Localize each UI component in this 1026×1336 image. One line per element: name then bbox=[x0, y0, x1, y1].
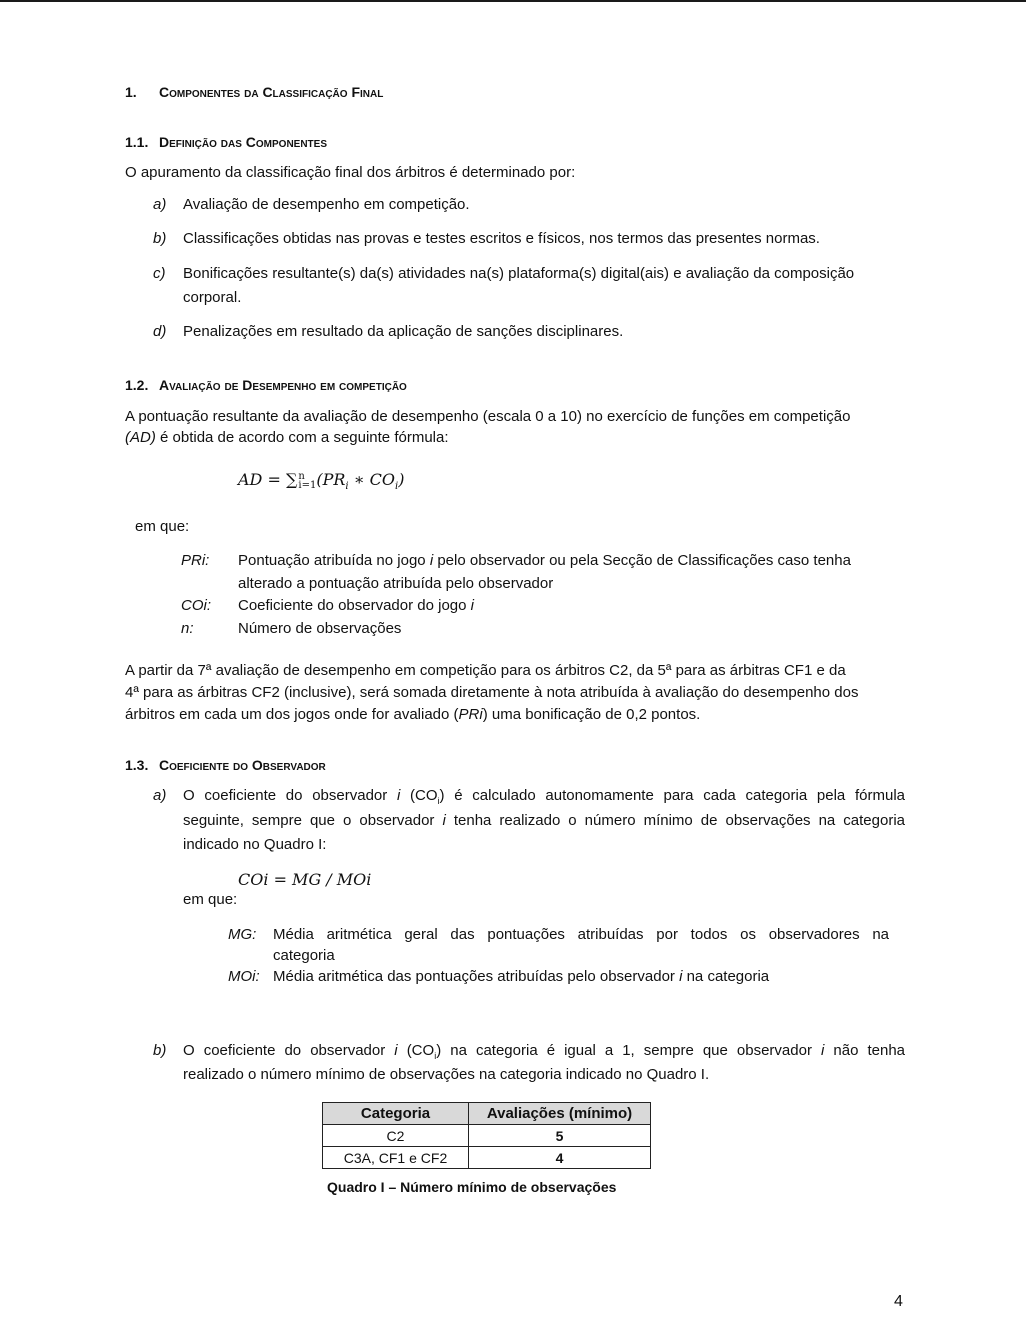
item-c-text-line2: corporal. bbox=[183, 289, 242, 306]
section-1-heading bbox=[125, 84, 383, 100]
item-1-3-a-label: a) bbox=[153, 787, 167, 804]
def-pri-line2: alterado a pontuação atribuída pelo observador bbox=[238, 575, 554, 592]
item-1-3-a-line2 bbox=[183, 812, 905, 829]
para-text: ) uma bonificação de 0,2 pontos. bbox=[482, 706, 701, 723]
def-mg-line2: categoria bbox=[273, 947, 335, 964]
table-cell-minimo: 5 bbox=[469, 1125, 651, 1147]
item-a-text: Avaliação de desempenho em competição. bbox=[183, 196, 470, 213]
quadro-i-table bbox=[322, 1102, 651, 1169]
table-header-minimo: Avaliações (mínimo) bbox=[469, 1103, 651, 1125]
section-1-1-heading bbox=[125, 134, 327, 150]
def-text: pelo observador ou pela Secção de Classificações caso tenha bbox=[437, 552, 851, 569]
page-number: 4 bbox=[894, 1293, 903, 1310]
def-italic-i: i bbox=[429, 552, 434, 569]
para-text: O coeficiente do observador bbox=[183, 1042, 386, 1059]
table-row bbox=[323, 1147, 651, 1169]
item-b-text: Classificações obtidas nas provas e testes escritos e físicos, nos termos das presentes normas. bbox=[183, 230, 820, 247]
def-n-term: n: bbox=[181, 620, 194, 637]
section-title: Avaliação de Desempenho em competição bbox=[159, 377, 407, 393]
def-pri-term: PRi: bbox=[181, 552, 210, 569]
para-text: não tenha bbox=[833, 1042, 905, 1059]
def-n-text: Número de observações bbox=[238, 620, 402, 637]
co-index: i bbox=[437, 796, 440, 806]
section-number: 1.2. bbox=[125, 377, 149, 393]
em-que-label: em que: bbox=[135, 518, 190, 535]
table-cell-categoria: C2 bbox=[323, 1125, 469, 1147]
formula-ad bbox=[238, 470, 404, 492]
section-1-2-para2-line2: 4ª para as árbitras CF2 (inclusive), será somada diretamente à nota atribuída à avaliação do desempenho dos bbox=[125, 684, 859, 701]
section-1-2-para1-line1: A pontuação resultante da avaliação de desempenho (escala 0 a 10) no exercício de funções em competição bbox=[125, 408, 851, 425]
item-1-3-a-line3: indicado no Quadro I: bbox=[183, 836, 327, 853]
section-title: Coeficiente do Observador bbox=[159, 757, 326, 773]
pri-abbrev: PRi bbox=[458, 706, 483, 723]
def-italic-i: i bbox=[470, 597, 475, 614]
section-1-2-para1-line2 bbox=[125, 429, 449, 446]
table-caption: Quadro I – Número mínimo de observações bbox=[327, 1179, 617, 1195]
table-row bbox=[323, 1125, 651, 1147]
em-que-label-2: em que: bbox=[183, 891, 238, 908]
formula-pr-index: i bbox=[345, 481, 349, 493]
item-d-label: d) bbox=[153, 323, 167, 340]
section-number: 1.1. bbox=[125, 134, 149, 150]
item-b-label: b) bbox=[153, 230, 167, 247]
def-coi-term: COi: bbox=[181, 597, 211, 614]
formula-lhs: AD = ∑ bbox=[238, 470, 298, 489]
ad-abbrev: (AD) bbox=[125, 429, 156, 446]
formula-pr: (PR bbox=[316, 470, 346, 489]
formula-close: ) bbox=[398, 470, 405, 489]
para-text: ) é calculado autonomamente para cada categoria pela fórmula bbox=[439, 787, 905, 804]
def-text: Coeficiente do observador do jogo bbox=[238, 597, 467, 614]
para-text: árbitros em cada um dos jogos onde for avaliado ( bbox=[125, 706, 459, 723]
def-pri-line1 bbox=[238, 552, 851, 569]
def-text: Média aritmética das pontuações atribuídas pelo observador bbox=[273, 968, 675, 985]
italic-i: i bbox=[679, 968, 683, 985]
item-1-3-b-label: b) bbox=[153, 1042, 167, 1059]
table-header-categoria: Categoria bbox=[323, 1103, 469, 1125]
italic-i: i bbox=[442, 812, 446, 829]
section-1-2-para2-line1: A partir da 7ª avaliação de desempenho em competição para os árbitros C2, da 5ª para as árbitras CF1 e da bbox=[125, 662, 846, 679]
section-1-2-para2-line3 bbox=[125, 706, 700, 723]
def-text: na categoria bbox=[686, 968, 770, 985]
formula-coi: COi = MG / MOi bbox=[238, 870, 372, 889]
para-text: ) na categoria é igual a 1, sempre que observador bbox=[436, 1042, 812, 1059]
para-text: tenha realizado o número mínimo de observações na categoria bbox=[453, 812, 905, 829]
table-cell-minimo: 4 bbox=[469, 1147, 651, 1169]
para-text: O coeficiente do observador bbox=[183, 787, 388, 804]
section-number: 1. bbox=[125, 84, 137, 100]
def-mg-line1: Média aritmética geral das pontuações atribuídas por todos os observadores na bbox=[273, 926, 889, 943]
co-abbrev: (CO bbox=[410, 787, 438, 804]
def-coi-text bbox=[238, 597, 474, 614]
section-1-3-heading bbox=[125, 757, 326, 773]
formula-sup: n bbox=[298, 470, 305, 482]
item-1-3-b-line2: realizado o número mínimo de observações na categoria indicado no Quadro I. bbox=[183, 1066, 710, 1083]
formula-co-index: i bbox=[395, 481, 399, 493]
formula-sub: i=1 bbox=[298, 479, 317, 491]
co-abbrev: (CO bbox=[406, 1042, 435, 1059]
italic-i: i bbox=[396, 787, 401, 804]
def-mo-text bbox=[273, 968, 769, 985]
section-title: Definição das Componentes bbox=[159, 134, 328, 150]
item-1-3-b-line1 bbox=[183, 1042, 905, 1061]
section-number: 1.3. bbox=[125, 757, 149, 773]
italic-i: i bbox=[394, 1042, 398, 1059]
item-c-label: c) bbox=[153, 265, 166, 282]
section-title: Componentes da Classificação Final bbox=[159, 84, 384, 100]
item-1-3-a-line1 bbox=[183, 787, 905, 806]
para-text: é obtida de acordo com a seguinte fórmula: bbox=[155, 429, 449, 446]
item-c-text-line1: Bonificações resultante(s) da(s) atividades na(s) plataforma(s) digital(ais) e avaliação da composição bbox=[183, 265, 855, 282]
def-mo-term: MOi: bbox=[228, 968, 260, 985]
table-cell-categoria: C3A, CF1 e CF2 bbox=[323, 1147, 469, 1169]
def-mg-term: MG: bbox=[228, 926, 257, 943]
italic-i: i bbox=[821, 1042, 825, 1059]
formula-co: ∗ CO bbox=[348, 470, 396, 489]
para-text: seguinte, sempre que o observador bbox=[183, 812, 435, 829]
table-header-row bbox=[323, 1103, 651, 1125]
section-1-2-heading bbox=[125, 377, 407, 393]
item-a-label: a) bbox=[153, 196, 167, 213]
section-1-1-intro: O apuramento da classificação final dos árbitros é determinado por: bbox=[125, 164, 576, 181]
item-d-text: Penalizações em resultado da aplicação de sanções disciplinares. bbox=[183, 323, 624, 340]
co-index: i bbox=[434, 1051, 437, 1061]
def-text: Pontuação atribuída no jogo bbox=[238, 552, 426, 569]
top-border-line bbox=[0, 0, 1026, 2]
